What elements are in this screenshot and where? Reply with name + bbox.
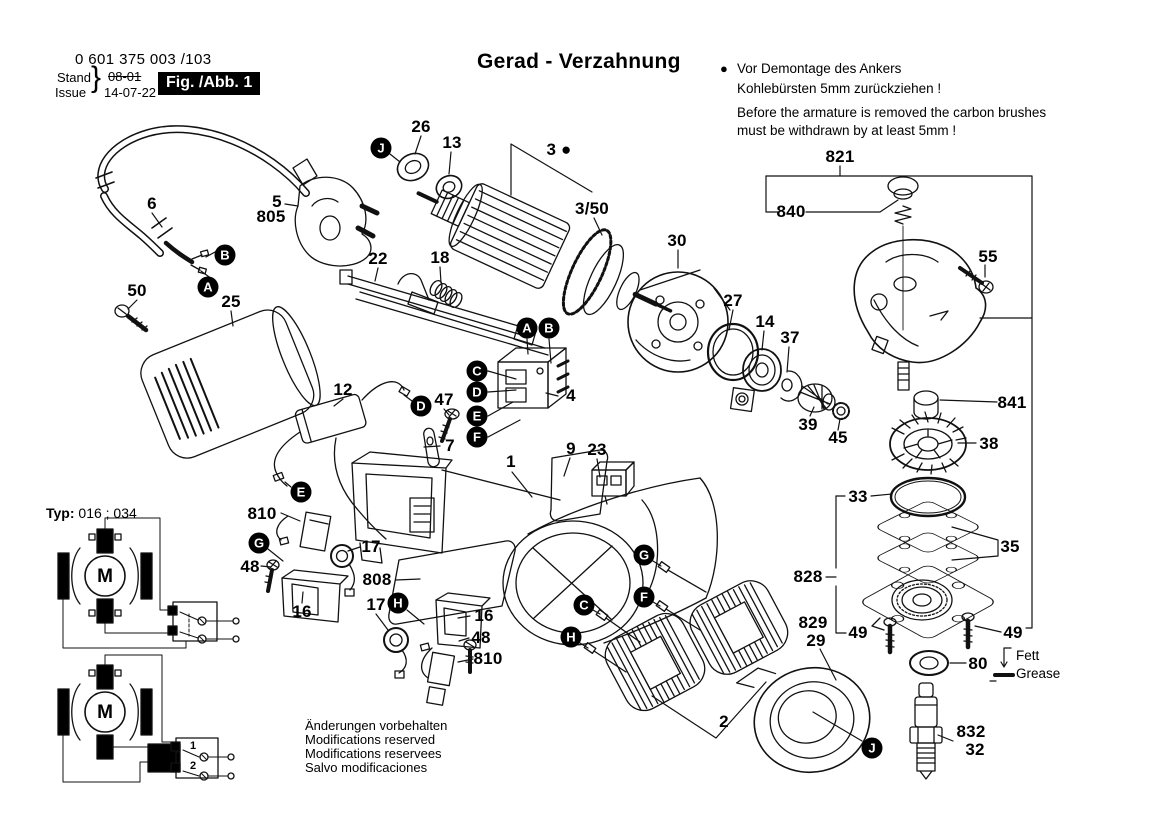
- part-label-810: 810: [473, 649, 503, 668]
- part-label-23: 23: [587, 440, 607, 459]
- footnote-line: Änderungen vorbehalten: [305, 718, 448, 733]
- terminal-letter-badge-D: D: [411, 396, 432, 417]
- part-label-55: 55: [978, 247, 998, 266]
- issue-label: Issue: [55, 85, 87, 100]
- circuit-diagram-2: [58, 655, 234, 782]
- part-label-16: 16: [474, 606, 494, 625]
- notice-en-line1: Before the armature is removed the carbon brushes: [737, 105, 1047, 120]
- stand-label: Stand: [57, 70, 91, 85]
- terminal-letter-badge-H: H: [388, 593, 409, 614]
- terminal-letter-badge-G: G: [249, 533, 270, 554]
- part-label-9: 9: [566, 439, 576, 458]
- terminal-letter-badge-A: A: [517, 318, 538, 339]
- terminal-letter-badge-E: E: [467, 406, 488, 427]
- terminal-letter-badge-G: G: [634, 545, 655, 566]
- part-label-5: 5: [272, 192, 282, 211]
- type-note-value: 016 ; 034: [74, 505, 137, 521]
- part-label-810: 810: [247, 504, 277, 523]
- part-label-13: 13: [442, 133, 462, 152]
- part-label-25: 25: [221, 292, 241, 311]
- part-label-80: 80: [968, 654, 988, 673]
- figure-label: Fig. /Abb. 1: [158, 72, 260, 95]
- terminal-letter-badge-C: C: [467, 361, 488, 382]
- part-label-30: 30: [667, 231, 687, 250]
- housing-drawing: [352, 450, 717, 645]
- grease-note-en: Grease: [1016, 666, 1061, 681]
- stand-value: 08-01: [108, 69, 142, 84]
- terminal-letter-badge-C: C: [574, 595, 595, 616]
- terminal-letter-badge-F: F: [467, 427, 488, 448]
- part-label-808: 808: [362, 570, 392, 589]
- motor-symbol-1: M: [97, 566, 113, 587]
- part-label-841: 841: [997, 393, 1027, 412]
- part-label-37: 37: [780, 328, 800, 347]
- part-label-840: 840: [776, 202, 806, 221]
- part-label-45: 45: [828, 428, 848, 447]
- part-label-38: 38: [979, 434, 999, 453]
- part-label-821: 821: [825, 147, 855, 166]
- part-label-1: 1: [506, 452, 516, 471]
- notice-bullet-icon: ●: [720, 61, 728, 76]
- part-label-828: 828: [793, 567, 823, 586]
- terminal-letter-badge-H: H: [561, 627, 582, 648]
- motor-cap-drawing: [115, 300, 330, 464]
- terminal-letter-badge-A: A: [198, 277, 219, 298]
- terminal-letter-badge-J: J: [862, 738, 883, 759]
- type-note-label: Typ:: [46, 505, 75, 521]
- power-cord-drawing: [96, 129, 377, 274]
- spindle-lock-rail-drawing: [340, 270, 548, 355]
- part-label-39: 39: [798, 415, 818, 434]
- document-number: 0 601 375 003 /103: [75, 51, 212, 68]
- part-label-3: 3 ●: [546, 140, 572, 159]
- footnote-line: Modifications reservees: [305, 746, 442, 761]
- part-label-7: 7: [445, 436, 455, 455]
- part-label-832: 832: [956, 722, 986, 741]
- terminal-letter-badge-B: B: [539, 318, 560, 339]
- part-label-22: 22: [368, 249, 388, 268]
- notice-de-line1: Vor Demontage des Ankers: [737, 61, 902, 76]
- part-label-17: 17: [366, 595, 386, 614]
- part-label-27: 27: [723, 291, 743, 310]
- part-label-29: 29: [806, 631, 826, 650]
- footnote-line: Modifications reserved: [305, 732, 436, 747]
- cover-808-drawing: [389, 541, 515, 624]
- switch-terminal-1: 1: [189, 740, 197, 752]
- gear-head-drawing: [854, 177, 993, 390]
- part-label-48: 48: [471, 628, 491, 647]
- part-label-17: 17: [361, 537, 381, 556]
- part-label-6: 6: [147, 194, 157, 213]
- terminal-letter-badge-J: J: [371, 138, 392, 159]
- terminal-letter-badge-B: B: [215, 245, 236, 266]
- part-label-2: 2: [719, 712, 729, 731]
- switch-terminal-2: 2: [189, 760, 197, 772]
- part-label-47: 47: [434, 390, 454, 409]
- brace-glyph: }: [91, 61, 102, 94]
- part-label-16: 16: [292, 602, 312, 621]
- notice-de-line2: Kohlebürsten 5mm zurückziehen !: [737, 81, 942, 96]
- part-label-49: 49: [848, 623, 868, 642]
- part-label-350: 3/50: [575, 199, 609, 218]
- page-title: Gerad - Verzahnung: [477, 50, 681, 73]
- part-label-4: 4: [566, 386, 576, 405]
- part-label-12: 12: [333, 380, 353, 399]
- issue-value: 14-07-22: [104, 85, 157, 100]
- motor-symbol-2: M: [97, 702, 113, 723]
- footnote-line: Salvo modificaciones: [305, 760, 428, 775]
- part-label-33: 33: [848, 487, 868, 506]
- circuit-diagram-1: [58, 518, 239, 648]
- type-note: [46, 505, 137, 523]
- part-label-829: 829: [798, 613, 828, 632]
- revision-footnote: [305, 719, 447, 775]
- part-label-14: 14: [755, 312, 775, 331]
- part-label-49: 49: [1003, 623, 1023, 642]
- part-label-50: 50: [127, 281, 147, 300]
- notice-en-line2: must be withdrawn by at least 5mm !: [737, 123, 957, 138]
- part-label-26: 26: [411, 117, 431, 136]
- part-label-48: 48: [240, 557, 260, 576]
- terminal-letter-badge-F: F: [634, 587, 655, 608]
- grease-note-de: Fett: [1016, 648, 1040, 663]
- terminal-letter-badge-D: D: [467, 382, 488, 403]
- switch-drawing: [498, 348, 568, 408]
- terminal-letter-badge-E: E: [291, 482, 312, 503]
- part-label-32: 32: [965, 740, 985, 759]
- part-label-18: 18: [430, 248, 450, 267]
- part-label-35: 35: [1000, 537, 1020, 556]
- part-label-805: 805: [256, 207, 286, 226]
